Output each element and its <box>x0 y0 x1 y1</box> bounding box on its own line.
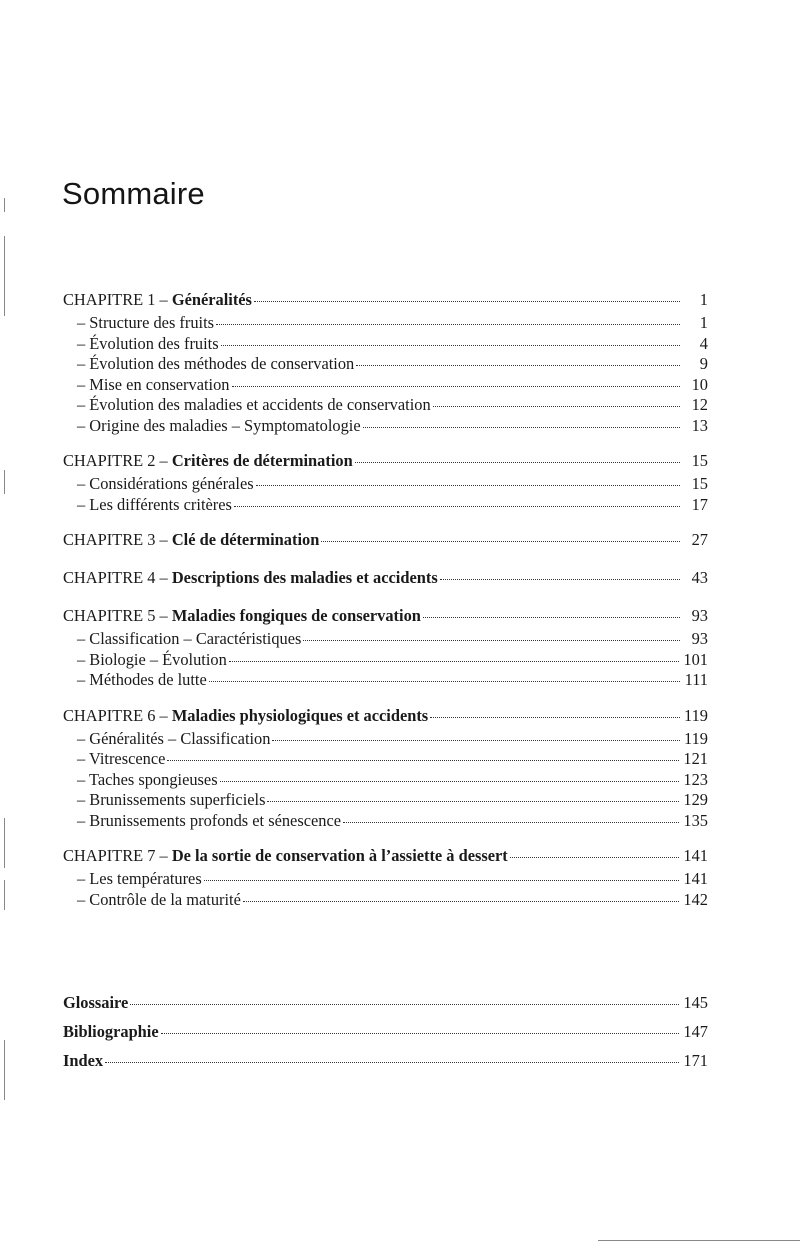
section-entry-label: – Considérations générales <box>77 474 254 493</box>
section-entry-label: – Évolution des maladies et accidents de conservation <box>77 395 431 414</box>
section-entry[interactable] <box>63 729 708 750</box>
section-entry[interactable] <box>63 313 708 334</box>
back-matter-entry-label <box>63 993 128 1013</box>
page-number: 101 <box>683 649 708 669</box>
dot-leader <box>167 760 679 761</box>
chapter-entry[interactable] <box>63 290 708 313</box>
section-entry[interactable] <box>63 474 708 495</box>
back-matter-entry-label <box>63 1022 159 1042</box>
chapter-block <box>63 451 708 515</box>
section-entry-label: – Méthodes de lutte <box>77 670 207 689</box>
page-number: 10 <box>691 374 708 394</box>
page-number: 135 <box>683 810 708 830</box>
dot-leader <box>440 579 680 580</box>
section-entry-label: – Les températures <box>77 869 202 888</box>
dot-leader <box>433 406 680 407</box>
section-entry[interactable] <box>63 395 708 416</box>
section-entry-label: – Les différents critères <box>77 494 232 514</box>
chapter-title: Maladies fongiques de conservation <box>171 606 421 625</box>
dot-leader <box>243 901 680 902</box>
dot-leader <box>356 365 680 366</box>
section-entry-label: – Brunissements superficiels <box>77 790 266 809</box>
scan-edge-mark <box>4 470 5 494</box>
chapter-entry-label <box>63 568 438 588</box>
scan-edge-mark <box>598 1240 800 1241</box>
dot-leader <box>130 1004 679 1005</box>
chapter-number: CHAPITRE 1 – <box>63 290 172 309</box>
back-matter-list <box>63 993 708 1080</box>
page-number: 111 <box>684 670 708 689</box>
chapter-number: CHAPITRE 7 – <box>63 846 172 865</box>
chapter-block <box>63 568 708 591</box>
section-entry-label: – Vitrescence <box>77 749 166 768</box>
section-entry-label: – Mise en conservation <box>77 374 230 394</box>
scan-edge-mark <box>4 1040 5 1100</box>
section-entry[interactable] <box>63 416 708 437</box>
scan-edge-mark <box>4 818 5 868</box>
dot-leader <box>105 1062 679 1063</box>
page-title: Sommaire <box>62 176 205 211</box>
chapter-title: De la sortie de conservation à l’assiette à dessert <box>171 846 508 865</box>
chapter-block <box>63 706 708 832</box>
chapter-entry-label <box>63 606 421 626</box>
section-entry[interactable] <box>63 650 708 671</box>
section-entry[interactable] <box>63 495 708 516</box>
section-entry-label: – Généralités – Classification <box>77 728 271 748</box>
back-matter-entry[interactable] <box>63 1022 708 1051</box>
back-matter-title: Index <box>63 1051 104 1070</box>
chapter-entry[interactable] <box>63 568 708 591</box>
dot-leader <box>234 506 680 507</box>
table-of-contents <box>63 290 708 925</box>
page-number: 121 <box>683 749 708 768</box>
chapter-number: CHAPITRE 3 – <box>63 530 172 549</box>
page-number: 93 <box>691 606 708 625</box>
chapter-title: Descriptions des maladies et accidents <box>171 568 438 587</box>
chapter-entry-label <box>63 451 353 471</box>
page-number: 4 <box>699 333 708 353</box>
chapter-title: Critères de détermination <box>171 451 353 470</box>
dot-leader <box>510 857 680 858</box>
page-number: 147 <box>683 1022 708 1041</box>
page-number: 123 <box>683 769 708 789</box>
section-entry-label: – Taches spongieuses <box>77 769 218 789</box>
section-entry-label: – Évolution des fruits <box>77 333 219 353</box>
dot-leader <box>204 880 680 881</box>
section-entry[interactable] <box>63 790 708 811</box>
section-entry-label: – Contrôle de la maturité <box>77 889 241 909</box>
section-entry-label: – Structure des fruits <box>77 313 215 332</box>
chapter-number: CHAPITRE 6 – <box>63 705 172 725</box>
chapter-entry-label <box>63 290 252 310</box>
dot-leader <box>355 462 680 463</box>
section-entry[interactable] <box>63 811 708 832</box>
back-matter-entry-label <box>63 1051 103 1071</box>
chapter-title: Clé de détermination <box>171 530 320 549</box>
dot-leader <box>254 301 680 302</box>
page-number: 141 <box>683 846 708 865</box>
chapter-block <box>63 530 708 553</box>
page-number: 1 <box>699 290 708 309</box>
chapter-entry[interactable] <box>63 451 708 474</box>
back-matter-entry[interactable] <box>63 1051 708 1080</box>
chapter-entry-label <box>63 706 428 726</box>
section-entry[interactable] <box>63 629 708 650</box>
dot-leader <box>363 427 680 428</box>
dot-leader <box>423 617 680 618</box>
scan-edge-mark <box>4 236 5 316</box>
section-entry-label: – Brunissements profonds et sénescence <box>77 810 342 830</box>
dot-leader <box>232 386 681 387</box>
dot-leader <box>321 541 680 542</box>
chapter-block <box>63 606 708 691</box>
chapter-number: CHAPITRE 2 – <box>63 451 172 470</box>
page-number: 145 <box>683 993 708 1012</box>
chapter-entry-label <box>63 846 508 866</box>
dot-leader <box>272 740 680 741</box>
dot-leader <box>343 822 679 823</box>
dot-leader <box>430 717 680 718</box>
page-number: 15 <box>691 474 708 493</box>
page-number: 15 <box>691 451 708 470</box>
page-number: 142 <box>683 889 708 909</box>
chapter-title: Maladies physiologiques et accidents <box>171 705 429 725</box>
chapter-title: Généralités <box>171 290 252 309</box>
chapter-block <box>63 846 708 910</box>
page-number: 171 <box>683 1051 708 1070</box>
scan-edge-mark <box>4 198 5 212</box>
dot-leader <box>216 324 680 325</box>
section-entry-label: – Évolution des méthodes de conservation <box>77 354 355 373</box>
page-number: 119 <box>684 705 708 725</box>
section-entry-label: – Classification – Caractéristiques <box>77 629 302 648</box>
page-number: 27 <box>691 530 708 549</box>
dot-leader <box>229 661 680 662</box>
page-number: 1 <box>699 313 708 332</box>
page-number: 13 <box>691 415 708 435</box>
chapter-entry[interactable] <box>63 706 708 729</box>
chapter-entry[interactable] <box>63 846 708 869</box>
chapter-entry[interactable] <box>63 530 708 553</box>
section-entry[interactable] <box>63 770 708 791</box>
section-entry[interactable] <box>63 869 708 890</box>
page-number: 12 <box>691 395 708 414</box>
page-number: 17 <box>691 494 708 514</box>
section-entry[interactable] <box>63 749 708 770</box>
chapter-number: CHAPITRE 4 – <box>63 568 172 587</box>
dot-leader <box>161 1033 680 1034</box>
page-number: 129 <box>683 790 708 809</box>
dot-leader <box>221 345 680 346</box>
dot-leader <box>267 801 679 802</box>
back-matter-title: Bibliographie <box>63 1022 159 1041</box>
dot-leader <box>220 781 680 782</box>
chapter-block <box>63 290 708 436</box>
page-number: 119 <box>684 728 708 748</box>
chapter-entry-label <box>63 530 319 550</box>
page-number: 141 <box>683 869 708 888</box>
scan-edge-mark <box>4 880 5 910</box>
dot-leader <box>209 681 680 682</box>
section-entry[interactable] <box>63 375 708 396</box>
back-matter-entry[interactable] <box>63 993 708 1022</box>
dot-leader <box>303 640 680 641</box>
section-entry-label: – Origine des maladies – Symptomatologie <box>77 415 361 435</box>
chapter-entry[interactable] <box>63 606 708 629</box>
section-entry[interactable] <box>63 334 708 355</box>
page-number: 43 <box>691 568 708 587</box>
chapter-number: CHAPITRE 5 – <box>63 606 172 625</box>
section-entry[interactable] <box>63 354 708 375</box>
dot-leader <box>256 485 680 486</box>
page-number: 9 <box>699 354 708 373</box>
section-entry[interactable] <box>63 670 708 691</box>
page-number: 93 <box>691 629 708 648</box>
section-entry[interactable] <box>63 890 708 911</box>
section-entry-label: – Biologie – Évolution <box>77 649 227 669</box>
back-matter-title: Glossaire <box>63 993 129 1012</box>
